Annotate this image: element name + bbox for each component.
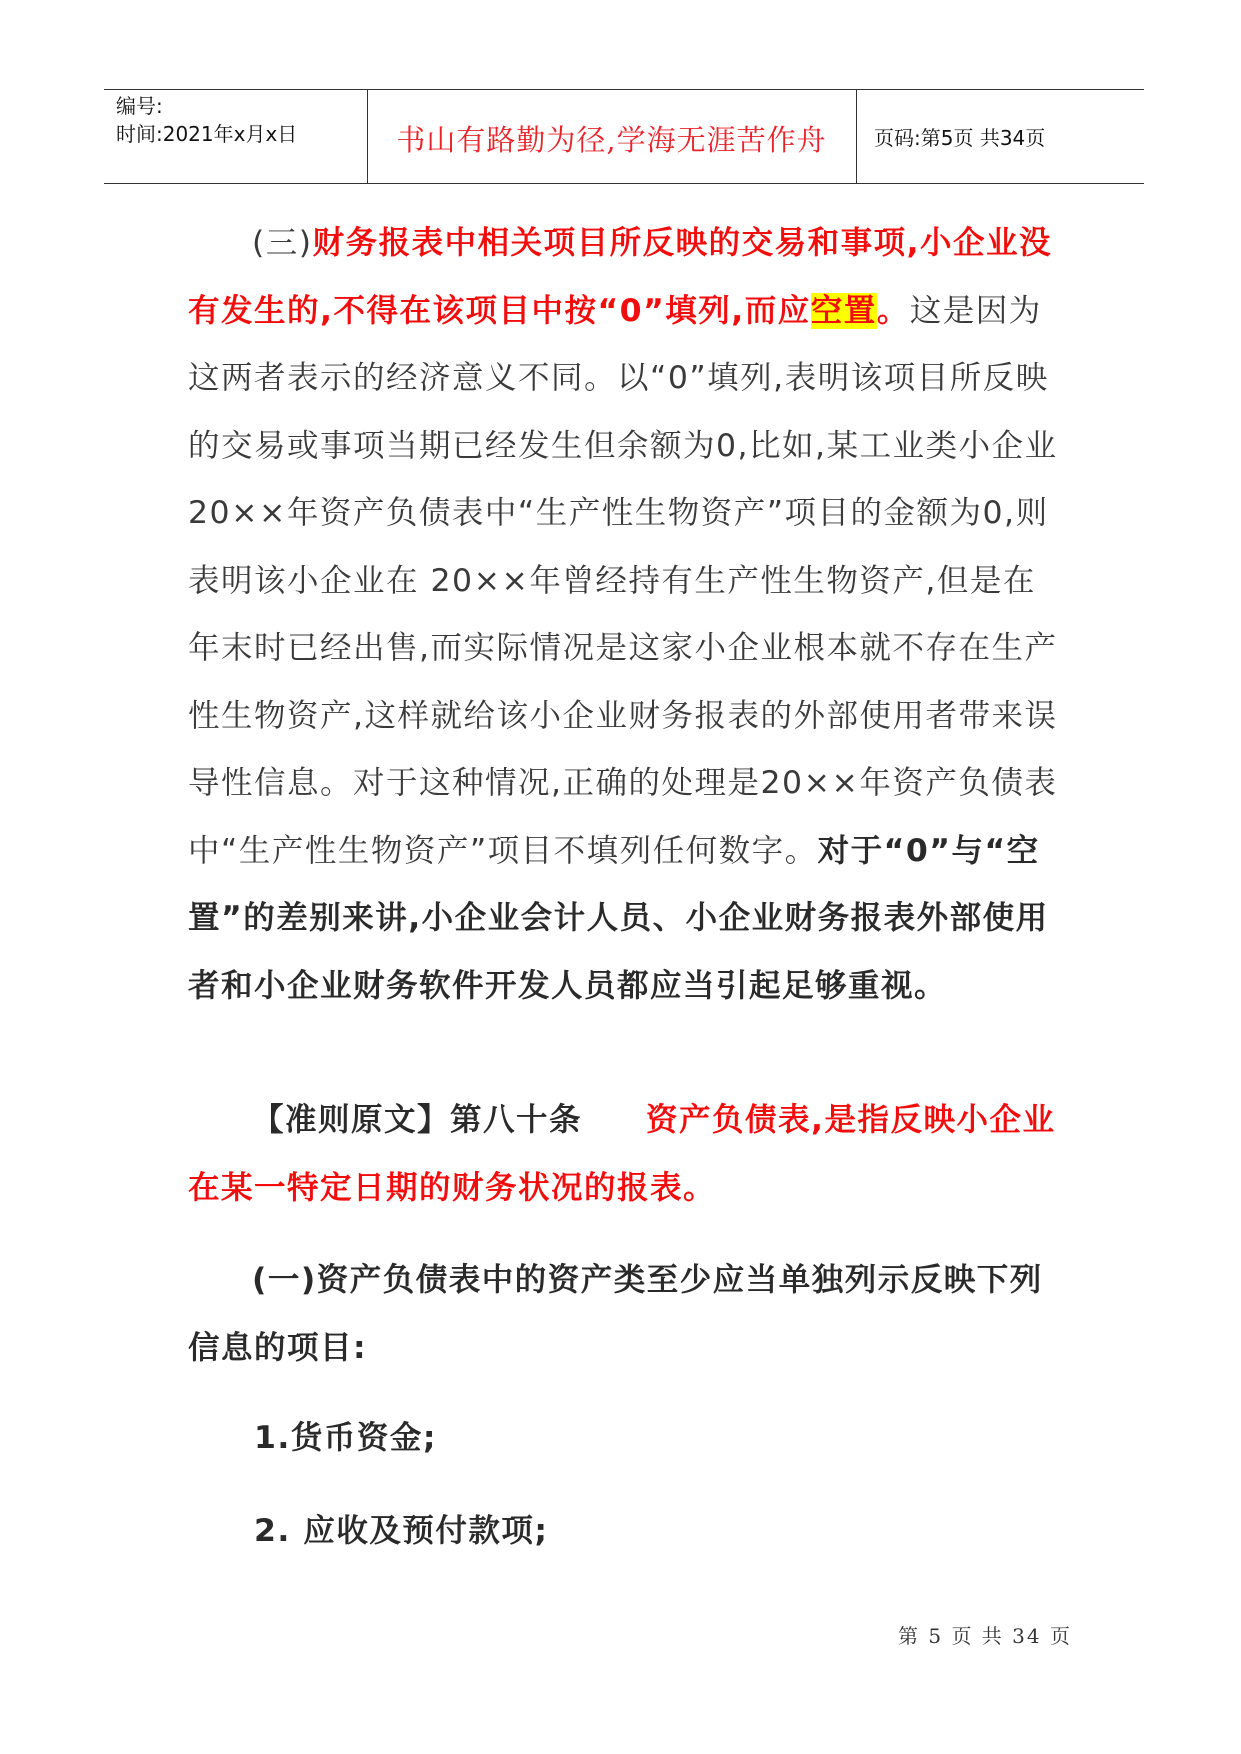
header-divider xyxy=(856,90,857,183)
list-item xyxy=(254,1498,1134,1566)
assets-intro-text: (一)资产负债表中的资产类至少应当单独列示反映下列信息的项目: xyxy=(188,1262,1043,1366)
number-label: 编号: xyxy=(116,94,163,118)
page-footer: 第 5 页 共 34 页 xyxy=(898,1624,1072,1648)
article-definition: 资产负债表,是指反映小企业在某一特定日期的财务状况的报表。 xyxy=(188,1102,1056,1206)
header-meta xyxy=(116,92,297,148)
list-item-text: 2. 应收及预付款项; xyxy=(254,1513,549,1549)
bold-conclusion: 对于“0”与“空置”的差别来讲,小企业会计人员、小企业财务报表外部使用者和小企业财务软件开发人员都应当引起足够重视。 xyxy=(188,832,1049,1004)
article-lead: 【准则原文】第八十条 xyxy=(252,1102,583,1138)
page-header xyxy=(104,89,1144,184)
section-prefix: (三) xyxy=(252,225,313,261)
paragraph-article-80 xyxy=(188,1087,1068,1222)
list-item-text: 1.货币资金; xyxy=(254,1420,437,1456)
red-period: 。 xyxy=(876,292,910,329)
paragraph-assets-list-intro xyxy=(188,1247,1068,1382)
header-motto: 书山有路勤为径,学海无涯苦作舟 xyxy=(396,123,827,157)
header-page-info: 页码:第5页 共34页 xyxy=(874,126,1046,150)
body-text: 这是因为这两者表示的经济意义不同。以“0”填列,表明该项目所反映的交易或事项当期已经发生但余额为0,比如,某工业类小企业20××年资产负债表中“生产性生物资产”项目的金额为0,则表明该小企业在 20××年曾经持有生产性生物资产,但是在年末时已经出售,而实际情况是这家小企业根本就不存在生产性生物资产,这样就给该小企业财务报表的外部使用者带来误导性信息。对于这种情况,正确的处理是20××年资产负债表中“生产性生物资产”项目不填列任何数字。 xyxy=(188,292,1058,869)
red-emphasis: 财务报表中相关项目所反映的交易和事项,小企业没有发生的,不得在该项目中按“0”填列,而应 xyxy=(188,225,1053,329)
highlighted-term: 空置 xyxy=(810,292,877,329)
time-label: 时间:2021年x月x日 xyxy=(116,122,298,146)
paragraph-zero-vs-blank xyxy=(188,210,1068,1020)
list-item xyxy=(254,1405,1134,1473)
